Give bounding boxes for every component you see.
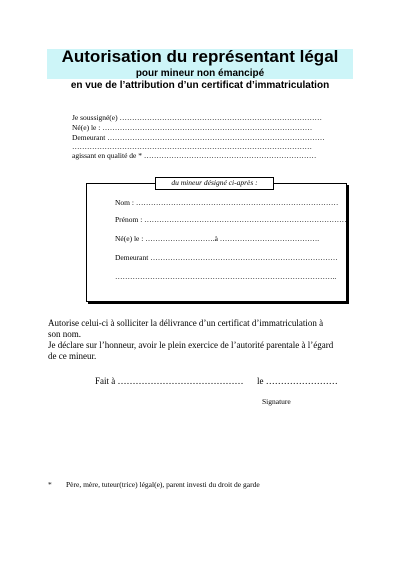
field-date-le: le …………………… xyxy=(257,376,338,386)
field-declarant-address: Demeurant …………………………………………………………………………… xyxy=(72,133,325,142)
statement-line: Je déclare sur l’honneur, avoir le plein exercice de l’autorité parentale à l’égard xyxy=(48,340,334,350)
field-minor-prenom: Prénom : ……………………………………………………………………… xyxy=(115,215,347,224)
field-minor-address: Demeurant ………………………………………………………………… xyxy=(115,253,338,262)
field-qualite: agissant en qualité de * …………………………………………………………… xyxy=(72,151,317,160)
signature-label: Signature xyxy=(262,397,291,406)
page-subtitle: pour mineur non émancipé xyxy=(135,68,265,79)
page-title: Autorisation du représentant légal xyxy=(61,47,339,66)
footnote-text: Père, mère, tuteur(trice) légal(e), parent investi du droit de garde xyxy=(66,480,260,489)
page-subtitle-purpose: en vue de l’attribution d’un certificat d’immatriculation xyxy=(70,80,330,91)
field-minor-address-line2: …………………………………………………………………………….. xyxy=(115,272,337,281)
field-minor-nom: Nom : ……………………………………………………………………… xyxy=(115,198,339,207)
field-fait-a: Fait à …………………………………… xyxy=(95,376,244,386)
statement-line: son nom. xyxy=(48,329,82,339)
field-declarant-address-line2: …………………………………………………………………………………… xyxy=(72,142,312,151)
statement-line: de ce mineur. xyxy=(48,351,97,361)
footnote-marker: * xyxy=(48,480,52,489)
field-minor-birth: Né(e) le : ……………………….à …………………………………. xyxy=(115,234,320,243)
field-declarant-birthdate: Né(e) le : ………………………………………………………………………… xyxy=(72,123,313,132)
statement-line: Autorise celui-ci à solliciter la délivrance d’un certificat d’immatriculation à xyxy=(48,318,324,328)
minor-box-label: du mineur désigné ci-après : xyxy=(171,178,258,187)
field-soussigne: Je soussigné(e) ……………………………………………………………………… xyxy=(72,113,322,122)
